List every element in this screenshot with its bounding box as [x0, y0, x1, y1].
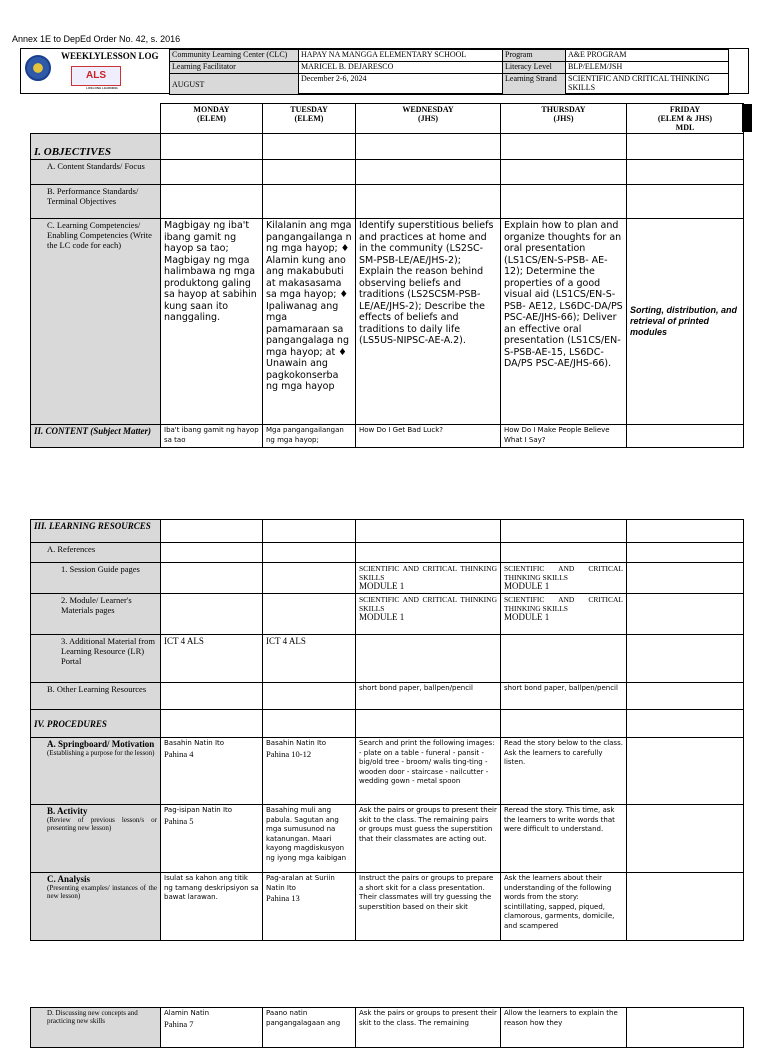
als-logo-caption: LIFELONG LEARNING [86, 86, 118, 90]
clc-label: Community Learning Center (CLC) [170, 50, 299, 62]
deped-seal-icon [25, 55, 51, 81]
performance-standards-label: B. Performance Standards/ Terminal Objectives [31, 185, 161, 219]
session-guide-thu: SCIENTIFIC AND CRITICAL THINKING SKILLS MODULE 1 [501, 563, 627, 594]
analysis-label: C. Analysis (Presenting examples/ instances of the new lesson) [31, 873, 161, 941]
activity-wed: Ask the pairs or groups to present their skit to the class. The remaining pairs or groups must guess the superstition that their classmates are acting out. [356, 805, 501, 873]
procedures-heading: IV. PROCEDURES [31, 710, 161, 738]
corner-cell [31, 104, 161, 134]
literacy-value: BLP/ELEM/JSH [566, 62, 729, 74]
discussing-wed: Ask the pairs or groups to present their skit to the class. The remaining [356, 1008, 501, 1048]
additional-mon: ICT 4 ALS [161, 635, 263, 683]
strand-label: Learning Strand [503, 74, 566, 95]
objectives-table [30, 103, 744, 448]
facilitator-value: MARICEL B. DEJARESCO [299, 62, 503, 74]
header-table [20, 48, 749, 94]
month: AUGUST [170, 74, 299, 95]
competency-fri: Sorting, distribution, and retrieval of printed modules [627, 219, 744, 425]
other-resources-thu: short bond paper, ballpen/pencil [501, 683, 627, 710]
header-info [169, 49, 729, 95]
competency-tue: Kilalanin ang mga pangangailanga n ng mga hayop; ♦ Alamin kung ano ang makabubuti at makasasama sa mga hayop; ♦ Ipaliwanag ang mga pamamaraan sa pangangalaga ng mga hayop; at ♦ Unawain ang pagkokonserba ng mga hayop [263, 219, 356, 425]
activity-mon: Pag-isipan Natin Ito Pahina 5 [161, 805, 263, 873]
day-header-fri: FRIDAY (ELEM & JHS) MDL [627, 104, 744, 134]
module-thu: SCIENTIFIC AND CRITICAL THINKING SKILLS MODULE 1 [501, 594, 627, 635]
content-mon: Iba't ibang gamit ng hayop sa tao [161, 425, 263, 448]
als-logo [71, 66, 121, 90]
analysis-mon: Isulat sa kahon ang titik ng tamang deskripsiyon sa bawat larawan. [161, 873, 263, 941]
dates: December 2-6, 2024 [299, 74, 503, 95]
discussing-label: D. Discussing new concepts and practicing new skills [31, 1008, 161, 1048]
program-label: Program [503, 50, 566, 62]
logo-cell [21, 49, 170, 93]
springboard-wed: Search and print the following images: - plate on a table - funeral - pansit - big/old tree - broom/ walis ting-ting - wooden door - staircase - nailcutter - wedding gown - metal spoon [356, 738, 501, 805]
springboard-mon: Basahin Natin Ito Pahina 4 [161, 738, 263, 805]
procedures-continued-table [30, 1007, 744, 1048]
program-value: A&E PROGRAM [566, 50, 729, 62]
session-guide-wed: SCIENTIFIC AND CRITICAL THINKING SKILLS MODULE 1 [356, 563, 501, 594]
als-logo-text: ALS [86, 70, 106, 81]
weekly-log-title: WEEKLYLESSON LOG [61, 51, 159, 61]
springboard-label: A. Springboard/ Motivation (Establishing a purpose for the lesson) [31, 738, 161, 805]
competency-thu: Explain how to plan and organize thoughts for an oral presentation (LS1CS/EN-S-PSB- AE-12); Determine the properties of a good visual aid (LS1CS/EN-S-PSB- AE12, LS6DC-DA/PS PSC-AE/JHS-66); Deliver an effective oral presentation (LS1CS/EN-S-PSB-AE-15, LS6DC-DA/PS PSC-AE/JHS-66). [501, 219, 627, 425]
springboard-tue: Basahin Natin Ito Pahina 10-12 [263, 738, 356, 805]
annex-label: Annex 1E to DepEd Order No. 42, s. 2016 [12, 34, 181, 44]
discussing-tue: Paano natin pangangalagaan ang [263, 1008, 356, 1048]
content-thu: How Do I Make People Believe What I Say? [501, 425, 627, 448]
additional-tue: ICT 4 ALS [263, 635, 356, 683]
activity-label: B. Activity (Review of previous lesson/s or presenting new lesson) [31, 805, 161, 873]
day-header-tue: TUESDAY (ELEM) [263, 104, 356, 134]
day-header-mon: MONDAY (ELEM) [161, 104, 263, 134]
resources-heading: III. LEARNING RESOURCES [31, 520, 161, 543]
competency-mon: Magbigay ng iba't ibang gamit ng hayop sa tao; Magbigay ng mga halimbawa ng mga produktong galing sa hayop at sabihin kung saan ito nanggaling. [161, 219, 263, 425]
activity-tue: Basahing muli ang pabula. Sagutan ang mga sumusunod na katanungan. Maari kayong magdiskusyon ng iyong mga kaibigan [263, 805, 356, 873]
strand-value: SCIENTIFIC AND CRITICAL THINKING SKILLS [566, 74, 729, 95]
content-standards-label: A. Content Standards/ Focus [31, 160, 161, 185]
analysis-thu: Ask the learners about their understanding of the following words from the story: scintillating, sapped, piqued, clamorous, garments, domicile, and scampered [501, 873, 627, 941]
clc-value: HAPAY NA MANGGA ELEMENTARY SCHOOL [299, 50, 503, 62]
content-wed: How Do I Get Bad Luck? [356, 425, 501, 448]
discussing-thu: Allow the learners to explain the reason how they [501, 1008, 627, 1048]
learning-competencies-label: C. Learning Competencies/ Enabling Competencies (Write the LC code for each) [31, 219, 161, 425]
day-header-wed: WEDNESDAY (JHS) [356, 104, 501, 134]
content-tue: Mga pangangailangan ng mga hayop; [263, 425, 356, 448]
other-resources-wed: short bond paper, ballpen/pencil [356, 683, 501, 710]
day-header-thu: THURSDAY (JHS) [501, 104, 627, 134]
additional-material-label: 3. Additional Material from Learning Resource (LR) Portal [31, 635, 161, 683]
activity-thu: Reread the story. This time, ask the learners to write words that were difficult to understand. [501, 805, 627, 873]
objectives-heading: I. OBJECTIVES [31, 134, 161, 160]
module-label: 2. Module/ Learner's Materials pages [31, 594, 161, 635]
literacy-label: Literacy Level [503, 62, 566, 74]
content-label: II. CONTENT (Subject Matter) [31, 425, 161, 448]
competency-wed: Identify superstitious beliefs and practices at home and in the community (LS2SC-SM-PSB-LE/AE/JHS-2); Explain the reason behind observing beliefs and traditions (LS2SCSM-PSB-LE/AE/JHS-2); Describe the effects of beliefs and traditions to daily life (LS5US-NIPSC-AE-A.2). [356, 219, 501, 425]
analysis-wed: Instruct the pairs or groups to prepare a short skit for a class presentation. Their classmates will try guessing the superstition based on their skit [356, 873, 501, 941]
session-guide-label: 1. Session Guide pages [31, 563, 161, 594]
springboard-thu: Read the story below to the class. Ask the learners to carefully listen. [501, 738, 627, 805]
facilitator-label: Learning Facilitator [170, 62, 299, 74]
resources-procedures-table [30, 519, 744, 941]
analysis-tue: Pag-aralan at Suriin Natin Ito Pahina 13 [263, 873, 356, 941]
discussing-mon: Alamin Natin Pahina 7 [161, 1008, 263, 1048]
other-resources-label: B. Other Learning Resources [31, 683, 161, 710]
references-label: A. References [31, 543, 161, 563]
module-wed: SCIENTIFIC AND CRITICAL THINKING SKILLS MODULE 1 [356, 594, 501, 635]
